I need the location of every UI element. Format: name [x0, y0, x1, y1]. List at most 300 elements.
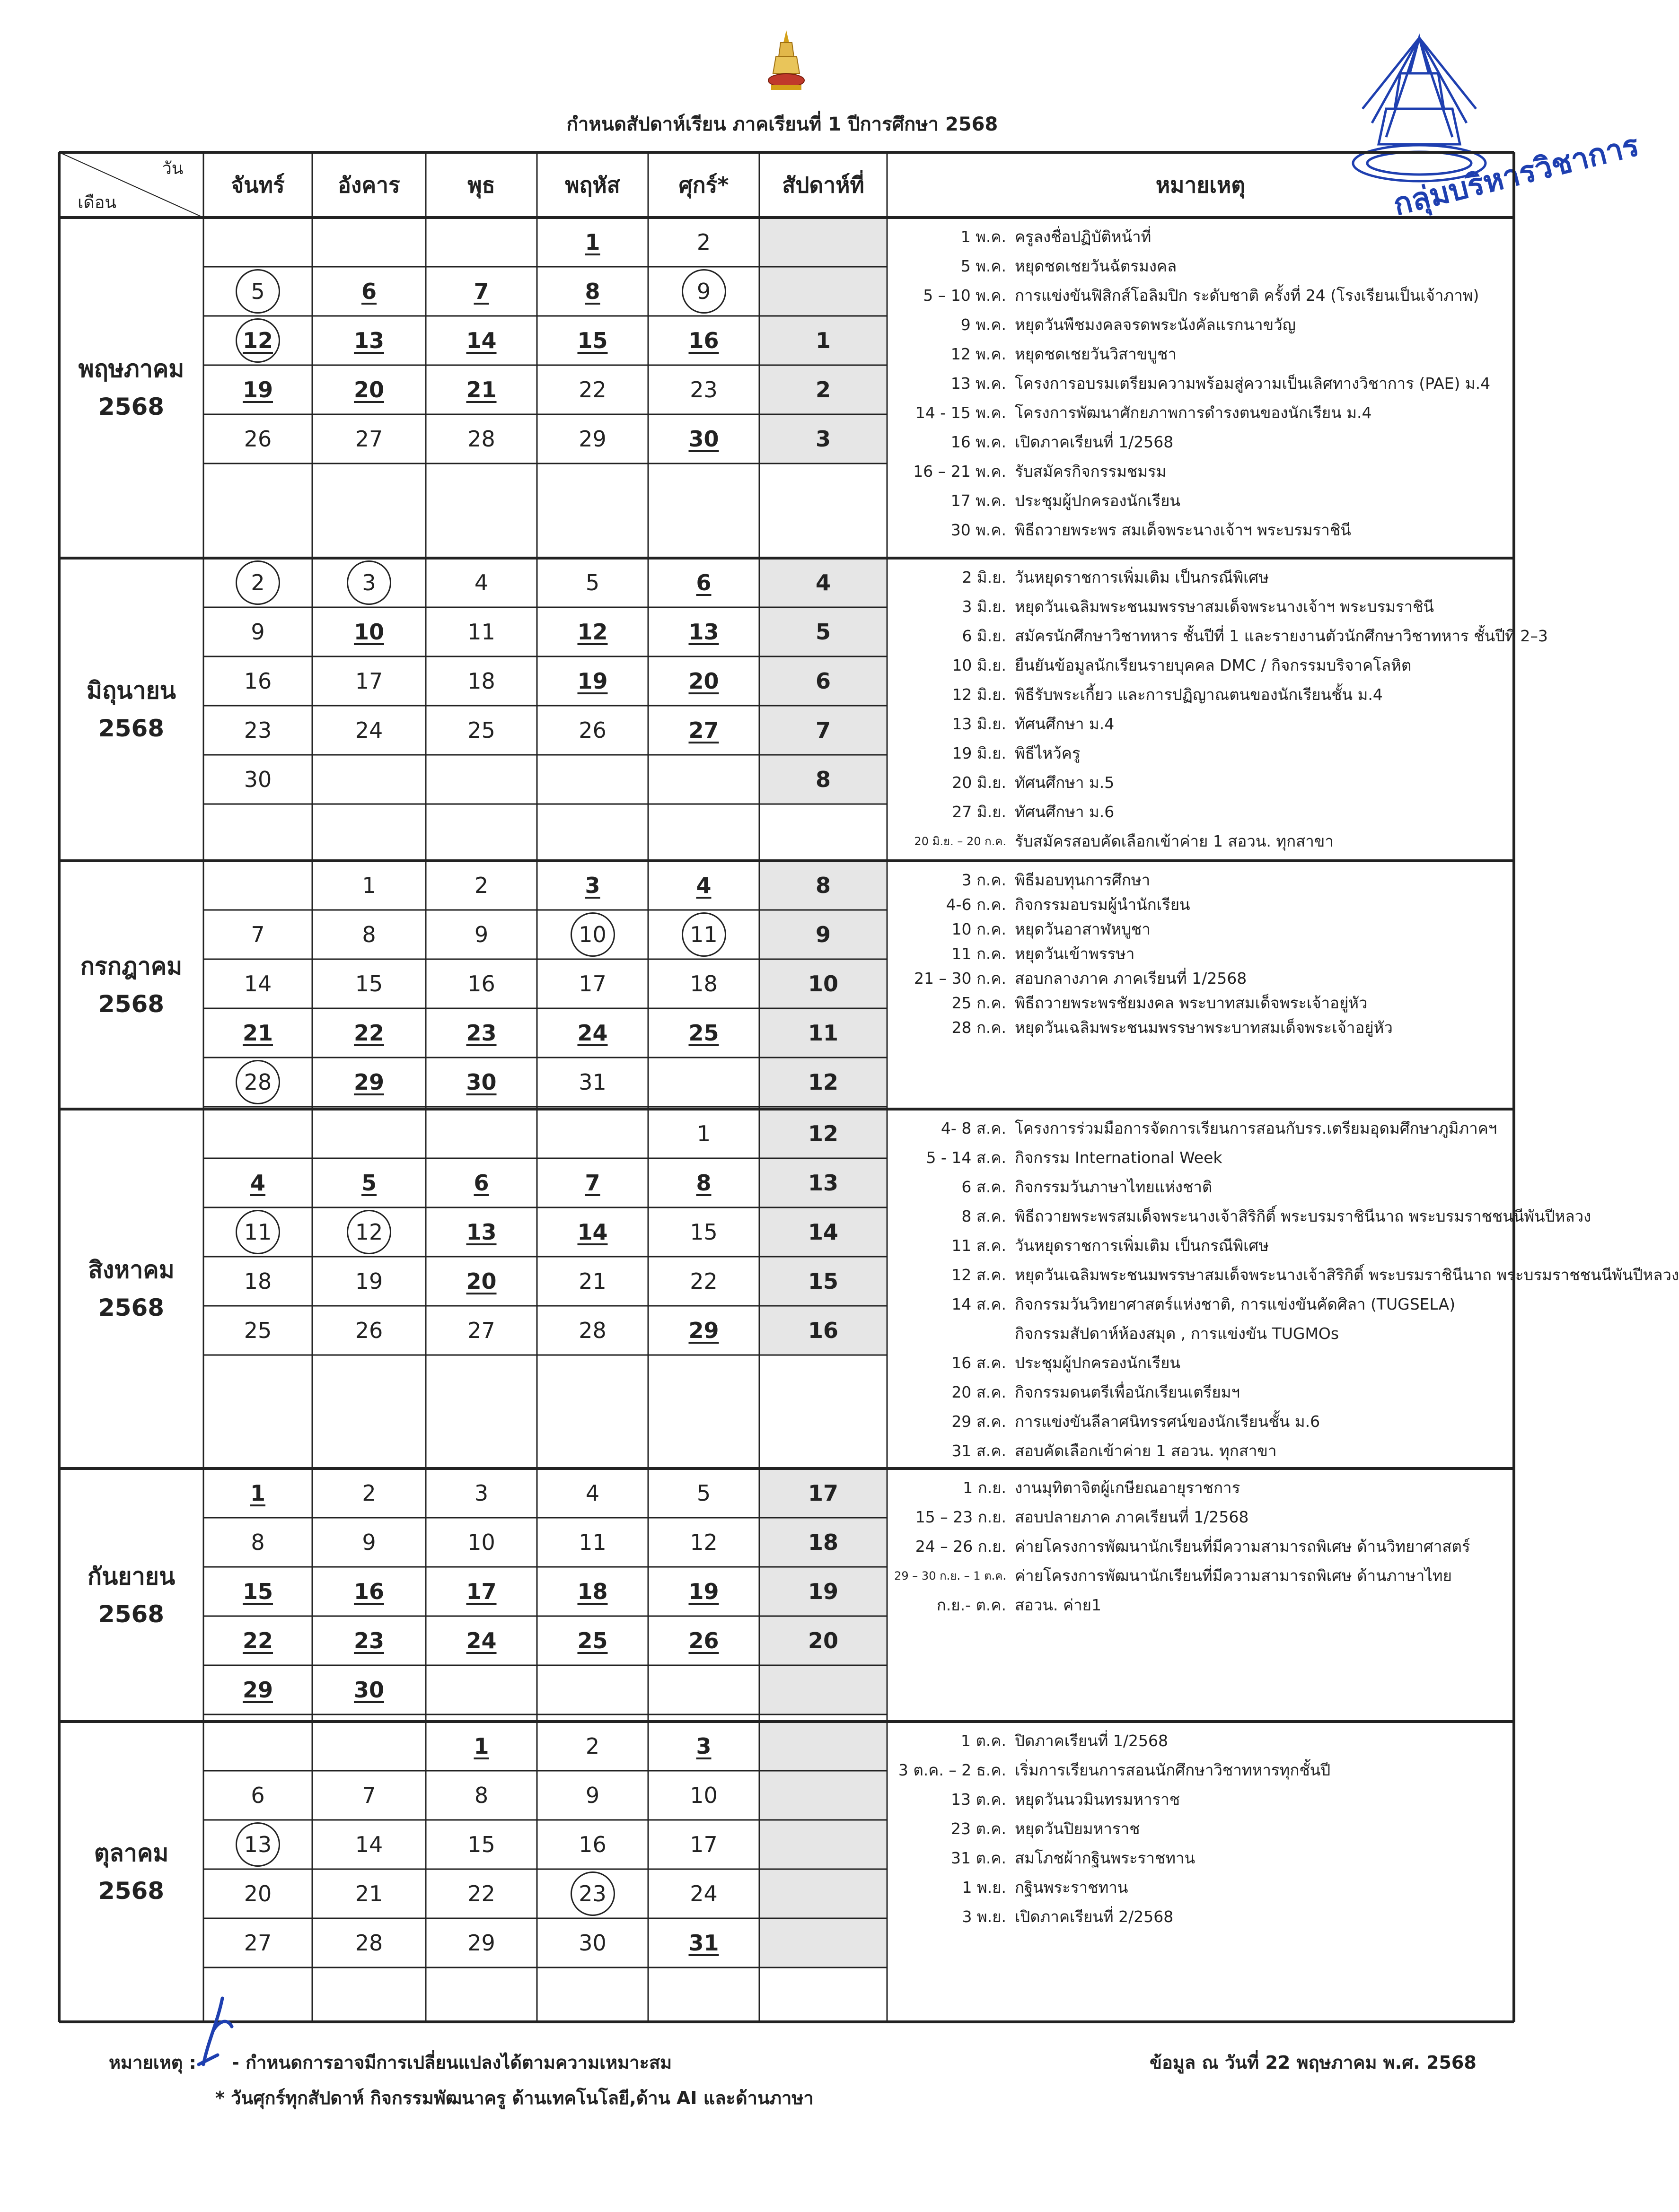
note-text: รับสมัครกิจกรรมชมรม [1015, 462, 1167, 481]
day-number: 26 [355, 1318, 383, 1343]
day-number: 15 [467, 1832, 495, 1857]
note-line [887, 1378, 1509, 1406]
day-number: 19 [577, 668, 608, 694]
note-date: 21 – 30 ก.ค. [914, 969, 1006, 988]
day-cell [203, 414, 312, 463]
day-cell [537, 910, 648, 959]
day-cell [312, 910, 426, 959]
day-cell [426, 607, 537, 656]
day-cell [537, 1306, 648, 1355]
day-number: 2 [474, 873, 489, 898]
day-cell [426, 910, 537, 959]
note-line [887, 1785, 1509, 1813]
note-date: 15 – 23 ก.ย. [915, 1507, 1006, 1526]
note-line [887, 486, 1509, 515]
day-number: 30 [244, 767, 272, 792]
day-cell [648, 1207, 759, 1257]
week-number: 10 [808, 971, 838, 997]
note-line [887, 398, 1509, 427]
note-line [887, 222, 1509, 251]
day-cell [203, 1058, 312, 1107]
day-number: 23 [571, 1871, 615, 1916]
note-line [887, 1202, 1591, 1230]
day-cell [312, 1616, 426, 1665]
note-date: 10 ก.ค. [951, 919, 1006, 938]
note-date: 31 ส.ค. [951, 1441, 1006, 1460]
note-line [887, 1814, 1509, 1843]
day-number: 14 [577, 1219, 608, 1245]
day-cell [312, 656, 426, 706]
note-text: กิจกรรมดนตรีเพื่อนักเรียนเตรียมฯ [1015, 1382, 1240, 1401]
day-cell [426, 656, 537, 706]
note-line [887, 457, 1509, 485]
day-cell [537, 365, 648, 414]
day-number: 9 [474, 922, 489, 947]
day-cell [312, 607, 426, 656]
day-cell [648, 1918, 759, 1967]
note-text: การแข่งขันฟิสิกส์โอลิมปิก ระดับชาติ ครั้งที่ 24 (โรงเรียนเป็นเจ้าภาพ) [1015, 286, 1479, 305]
day-cell [203, 1257, 312, 1306]
week-number: 11 [808, 1020, 838, 1046]
day-number: 17 [355, 668, 383, 694]
day-number: 25 [577, 1628, 608, 1653]
month-year: 2568 [98, 990, 165, 1018]
day-cell [203, 558, 312, 607]
day-cell [648, 1306, 759, 1355]
day-number: 25 [244, 1318, 272, 1343]
note-text: พิธีรับพระเกี้ยว และการปฏิญาณตนของนักเรียนชั้น ม.4 [1015, 685, 1383, 704]
day-number: 23 [244, 717, 272, 743]
day-cell [537, 1257, 648, 1306]
day-number: 6 [361, 279, 377, 304]
note-line [887, 890, 1509, 918]
note-line [887, 592, 1509, 621]
day-cell [312, 1869, 426, 1918]
note-text: วันหยุดราชการเพิ่มเติม เป็นกรณีพิเศษ [1015, 1236, 1269, 1255]
day-cell [648, 1058, 759, 1107]
day-number: 29 [579, 426, 607, 452]
day-number: 20 [353, 377, 384, 402]
day-cell [312, 1771, 426, 1820]
note-date: 12 มิ.ย. [952, 685, 1006, 704]
day-number: 9 [362, 1530, 376, 1555]
note-text: งานมุทิตาจิตผู้เกษียณอายุราชการ [1015, 1478, 1240, 1497]
day-cell [648, 1469, 759, 1518]
day-number: 19 [688, 1579, 719, 1604]
day-number: 23 [690, 377, 718, 402]
day-cell [426, 218, 537, 267]
note-line [887, 340, 1509, 368]
day-cell [203, 267, 312, 316]
day-cell [312, 1722, 426, 1771]
day-cell [426, 1109, 537, 1158]
day-number: 13 [466, 1219, 497, 1245]
header-day-3: พุธ [467, 172, 495, 198]
note-date: 13 มิ.ย. [952, 714, 1006, 733]
day-number: 28 [467, 426, 495, 452]
note-text: หยุดวันเข้าพรรษา [1015, 944, 1135, 963]
note-date: 3 ก.ค. [961, 870, 1006, 889]
logo-text: กลุ่มบริหารวิชาการ [1389, 128, 1643, 223]
page-title: กำหนดสัปดาห์เรียน ภาคเรียนที่ 1 ปีการศึกษา 2568 [566, 114, 998, 135]
day-number: 27 [467, 1318, 495, 1343]
day-cell [426, 316, 537, 365]
day-cell [312, 414, 426, 463]
day-number: 8 [474, 1783, 489, 1808]
week-number: 14 [808, 1219, 838, 1245]
day-number: 15 [577, 328, 608, 353]
day-cell [537, 1616, 648, 1665]
note-text: การแข่งขันลีลาศนิทรรศน์ของนักเรียนชั้น ม.6 [1015, 1412, 1320, 1431]
day-cell [312, 1058, 426, 1107]
note-text: เริ่มการเรียนการสอนนักศึกษาวิชาทหารทุกชั้นปี [1015, 1760, 1331, 1779]
note-date: 5 - 14 ส.ค. [926, 1148, 1006, 1167]
day-number: 29 [467, 1930, 495, 1956]
month-name: มิถุนายน [87, 677, 176, 704]
day-number: 31 [579, 1069, 607, 1095]
header-day-2: อังคาร [338, 172, 400, 198]
header-corner-month: เดือน [78, 192, 116, 212]
day-number: 21 [355, 1881, 383, 1906]
day-cell [203, 1207, 312, 1257]
note-text: กิจกรรม International Week [1015, 1148, 1222, 1167]
day-number: 27 [244, 1930, 272, 1956]
day-cell [648, 365, 759, 414]
note-date: 29 ส.ค. [951, 1412, 1006, 1431]
day-number: 28 [236, 1060, 280, 1104]
day-number: 5 [236, 269, 280, 314]
day-cell [426, 1567, 537, 1616]
note-text: ครูลงชื่อปฏิบัติหน้าที่ [1015, 227, 1152, 246]
day-cell [203, 316, 312, 365]
day-number: 24 [690, 1881, 718, 1906]
day-cell [648, 1616, 759, 1665]
header-day-1: จันทร์ [231, 172, 285, 198]
day-number: 20 [244, 1881, 272, 1906]
day-cell [537, 959, 648, 1008]
day-cell [203, 1158, 312, 1207]
note-line [887, 310, 1509, 339]
note-line [887, 1319, 1509, 1347]
note-line [887, 1260, 1679, 1289]
note-line [887, 680, 1509, 708]
day-number: 28 [579, 1318, 607, 1343]
day-number: 14 [355, 1832, 383, 1857]
day-number: 1 [250, 1480, 265, 1506]
day-cell [537, 1469, 648, 1518]
day-cell [426, 1058, 537, 1107]
day-number: 11 [467, 619, 495, 645]
note-line [887, 739, 1509, 767]
day-number: 2 [696, 229, 711, 255]
note-text: สมัครนักศึกษาวิชาทหาร ชั้นปีที่ 1 และรายงานตัวนักศึกษาวิชาทหาร ชั้นปีที่ 2–3 [1015, 626, 1548, 645]
day-cell [648, 1771, 759, 1820]
month-year: 2568 [98, 393, 165, 420]
day-cell [426, 1306, 537, 1355]
day-cell [537, 218, 648, 267]
note-text: เปิดภาคเรียนที่ 1/2568 [1015, 432, 1174, 451]
day-cell [312, 861, 426, 910]
day-cell [426, 861, 537, 910]
day-number: 22 [690, 1268, 718, 1294]
note-line [887, 516, 1509, 544]
day-cell [648, 1109, 759, 1158]
day-number: 19 [355, 1268, 383, 1294]
day-cell [537, 1518, 648, 1567]
note-date: 13 พ.ค. [950, 374, 1006, 393]
day-number: 22 [353, 1020, 384, 1046]
day-cell [648, 218, 759, 267]
day-cell [203, 1109, 312, 1158]
note-text: กิจกรรมวันภาษาไทยแห่งชาติ [1015, 1177, 1213, 1196]
month-name-2 [59, 558, 203, 861]
day-cell [203, 1008, 312, 1058]
note-text: สอบกลางภาค ภาคเรียนที่ 1/2568 [1015, 969, 1247, 988]
day-number: 30 [466, 1069, 497, 1095]
week-number [759, 1771, 887, 1820]
day-cell [648, 607, 759, 656]
footer-note-1: - กำหนดการอาจมีการเปลี่ยนแปลงได้ตามความเหมาะสม [232, 2052, 672, 2073]
day-cell [648, 1257, 759, 1306]
day-number: 25 [467, 717, 495, 743]
note-text: รับสมัครสอบคัดเลือกเข้าค่าย 1 สอวน. ทุกสาขา [1015, 831, 1334, 850]
day-number: 22 [242, 1628, 273, 1653]
week-number: 19 [808, 1579, 838, 1604]
day-cell [648, 706, 759, 755]
day-cell [312, 1567, 426, 1616]
day-cell [537, 1207, 648, 1257]
day-cell [537, 1008, 648, 1058]
day-number: 7 [474, 279, 489, 304]
day-cell [426, 267, 537, 316]
note-line [887, 1726, 1509, 1755]
day-cell [203, 1616, 312, 1665]
day-number: 10 [571, 912, 615, 957]
month-year: 2568 [98, 715, 165, 742]
note-date: 19 มิ.ย. [952, 743, 1006, 762]
note-text: กิจกรรมสัปดาห์ห้องสมุด , การแข่งขัน TUGMOs [1015, 1324, 1339, 1343]
day-number: 16 [579, 1832, 607, 1857]
note-line [887, 1873, 1509, 1901]
day-number: 31 [688, 1930, 719, 1956]
day-number: 10 [353, 619, 384, 645]
day-cell [426, 1665, 537, 1714]
day-number: 24 [355, 717, 383, 743]
note-text: ค่ายโครงการพัฒนานักเรียนที่มีความสามารถพิเศษ ด้านภาษาไทย [1015, 1566, 1452, 1585]
day-cell [203, 1518, 312, 1567]
note-line [887, 709, 1509, 738]
day-cell [537, 1722, 648, 1771]
note-text: สอบคัดเลือกเข้าค่าย 1 สอวน. ทุกสาขา [1015, 1441, 1277, 1460]
day-number: 24 [577, 1020, 608, 1046]
note-date: 1 ต.ค. [961, 1731, 1006, 1750]
note-line [887, 915, 1509, 943]
day-number: 8 [585, 279, 600, 304]
note-date: ก.ย.- ต.ค. [936, 1595, 1006, 1614]
note-line [887, 1172, 1509, 1201]
day-number: 10 [467, 1530, 495, 1555]
day-number: 6 [696, 570, 712, 595]
note-line [887, 1348, 1509, 1377]
day-cell [426, 1158, 537, 1207]
day-cell [537, 755, 648, 804]
note-text: โครงการร่วมมือการจัดการเรียนการสอนกับรร.เตรียมอุดมศึกษาภูมิภาคฯ [1015, 1119, 1497, 1137]
month-name: กันยายน [87, 1562, 176, 1590]
week-number: 12 [808, 1069, 838, 1095]
note-line [887, 1231, 1509, 1259]
note-line [887, 768, 1509, 796]
day-number: 12 [347, 1210, 391, 1254]
week-number [759, 267, 887, 316]
day-number: 3 [347, 560, 391, 605]
day-number: 28 [355, 1930, 383, 1956]
note-text: หยุดชดเชยวันฉัตรมงคล [1015, 256, 1177, 275]
day-cell [537, 1158, 648, 1207]
day-number: 16 [688, 328, 719, 353]
note-date: 31 ต.ค. [951, 1848, 1006, 1867]
day-number: 22 [579, 377, 607, 402]
week-number: 13 [808, 1170, 838, 1196]
day-number: 26 [244, 426, 272, 452]
day-cell [648, 1820, 759, 1869]
week-number [759, 1869, 887, 1918]
note-date: 14 ส.ค. [951, 1294, 1006, 1313]
week-number: 1 [815, 328, 831, 353]
day-number: 20 [688, 668, 719, 694]
day-number: 5 [361, 1170, 377, 1196]
day-number: 7 [251, 922, 265, 947]
day-cell [312, 1158, 426, 1207]
day-number: 3 [474, 1480, 489, 1506]
day-cell [648, 267, 759, 316]
week-number [759, 218, 887, 267]
note-text: พิธีถวายพระพร สมเด็จพระนางเจ้าฯ พระบรมราชินี [1015, 520, 1351, 539]
week-number: 3 [815, 426, 831, 452]
day-number: 18 [467, 668, 495, 694]
day-number: 8 [362, 922, 376, 947]
note-line [887, 866, 1509, 894]
note-date: 28 ก.ค. [951, 1018, 1006, 1037]
note-line [887, 1290, 1509, 1318]
day-number: 23 [466, 1020, 497, 1046]
day-cell [426, 1207, 537, 1257]
day-cell [312, 267, 426, 316]
note-text: หยุดวันพืชมงคลจรดพระนังคัลแรกนาขวัญ [1015, 315, 1296, 334]
note-line [887, 1143, 1509, 1172]
day-cell [648, 1567, 759, 1616]
note-date: 25 ก.ค. [951, 993, 1006, 1012]
note-date: 16 – 21 พ.ค. [913, 462, 1006, 481]
note-line [887, 1561, 1509, 1590]
note-text: กฐินพระราชทาน [1015, 1878, 1128, 1897]
note-text: หยุดวันเฉลิมพระชนมพรรษาพระบาทสมเด็จพระเจ้าอยู่หัว [1015, 1018, 1393, 1037]
day-cell [537, 656, 648, 706]
note-date: 16 ส.ค. [951, 1353, 1006, 1372]
day-cell [312, 1918, 426, 1967]
day-number: 15 [355, 971, 383, 997]
note-line [887, 621, 1548, 650]
day-cell [426, 1518, 537, 1567]
day-cell [426, 706, 537, 755]
day-cell [537, 1109, 648, 1158]
note-date: 20 มิ.ย. – 20 ก.ค. [914, 834, 1006, 848]
day-cell [203, 607, 312, 656]
week-number: 6 [815, 668, 831, 694]
day-number: 6 [251, 1783, 265, 1808]
note-text: หยุดวันเฉลิมพระชนมพรรษาสมเด็จพระนางเจ้าฯ พระบรมราชินี [1015, 597, 1434, 616]
note-line [887, 1407, 1509, 1435]
week-number: 8 [815, 767, 831, 792]
note-date: 20 ส.ค. [951, 1382, 1006, 1401]
day-number: 18 [244, 1268, 272, 1294]
note-line [887, 651, 1509, 679]
note-date: 12 พ.ค. [950, 344, 1006, 363]
day-number: 23 [353, 1628, 384, 1653]
day-cell [426, 414, 537, 463]
note-line [887, 797, 1509, 826]
day-cell [648, 1722, 759, 1771]
note-date: 2 มิ.ย. [962, 568, 1006, 586]
note-date: 13 ต.ค. [951, 1790, 1006, 1809]
day-cell [426, 1918, 537, 1967]
day-number: 4 [250, 1170, 265, 1196]
day-cell [203, 910, 312, 959]
month-name-3 [59, 861, 203, 1109]
note-date: 11 ส.ค. [951, 1236, 1006, 1255]
day-number: 1 [362, 873, 376, 898]
day-number: 17 [690, 1832, 718, 1857]
day-number: 12 [577, 619, 608, 645]
day-number: 25 [688, 1020, 719, 1046]
note-line [887, 1756, 1509, 1784]
note-text: ปิดภาคเรียนที่ 1/2568 [1015, 1731, 1168, 1750]
note-line [887, 1503, 1509, 1531]
day-cell [312, 1306, 426, 1355]
month-name: กรกฎาคม [80, 952, 183, 980]
day-cell [648, 414, 759, 463]
day-number: 4 [696, 873, 712, 898]
note-line [887, 563, 1509, 591]
day-number: 2 [585, 1733, 600, 1759]
day-cell [537, 706, 648, 755]
day-number: 13 [236, 1822, 280, 1867]
day-number: 8 [251, 1530, 265, 1555]
day-cell [648, 1008, 759, 1058]
day-cell [426, 1771, 537, 1820]
month-name: ตุลาคม [94, 1839, 169, 1867]
note-date: 10 มิ.ย. [952, 656, 1006, 674]
day-cell [648, 558, 759, 607]
day-number: 7 [362, 1783, 376, 1808]
note-date: 27 มิ.ย. [952, 802, 1006, 821]
day-cell [312, 316, 426, 365]
day-number: 17 [466, 1579, 497, 1604]
note-date: 24 – 26 ก.ย. [915, 1537, 1006, 1556]
day-cell [203, 706, 312, 755]
header-day-5: ศุกร์* [678, 172, 729, 198]
note-date: 23 ต.ค. [951, 1819, 1006, 1838]
note-line [887, 1013, 1509, 1041]
day-cell [203, 1918, 312, 1967]
month-year: 2568 [98, 1294, 165, 1321]
day-cell [426, 1869, 537, 1918]
note-line [887, 1473, 1509, 1502]
day-cell [312, 558, 426, 607]
day-number: 14 [244, 971, 272, 997]
note-text: กิจกรรมอบรมผู้นำนักเรียน [1015, 895, 1190, 914]
day-cell [203, 755, 312, 804]
day-cell [648, 656, 759, 706]
